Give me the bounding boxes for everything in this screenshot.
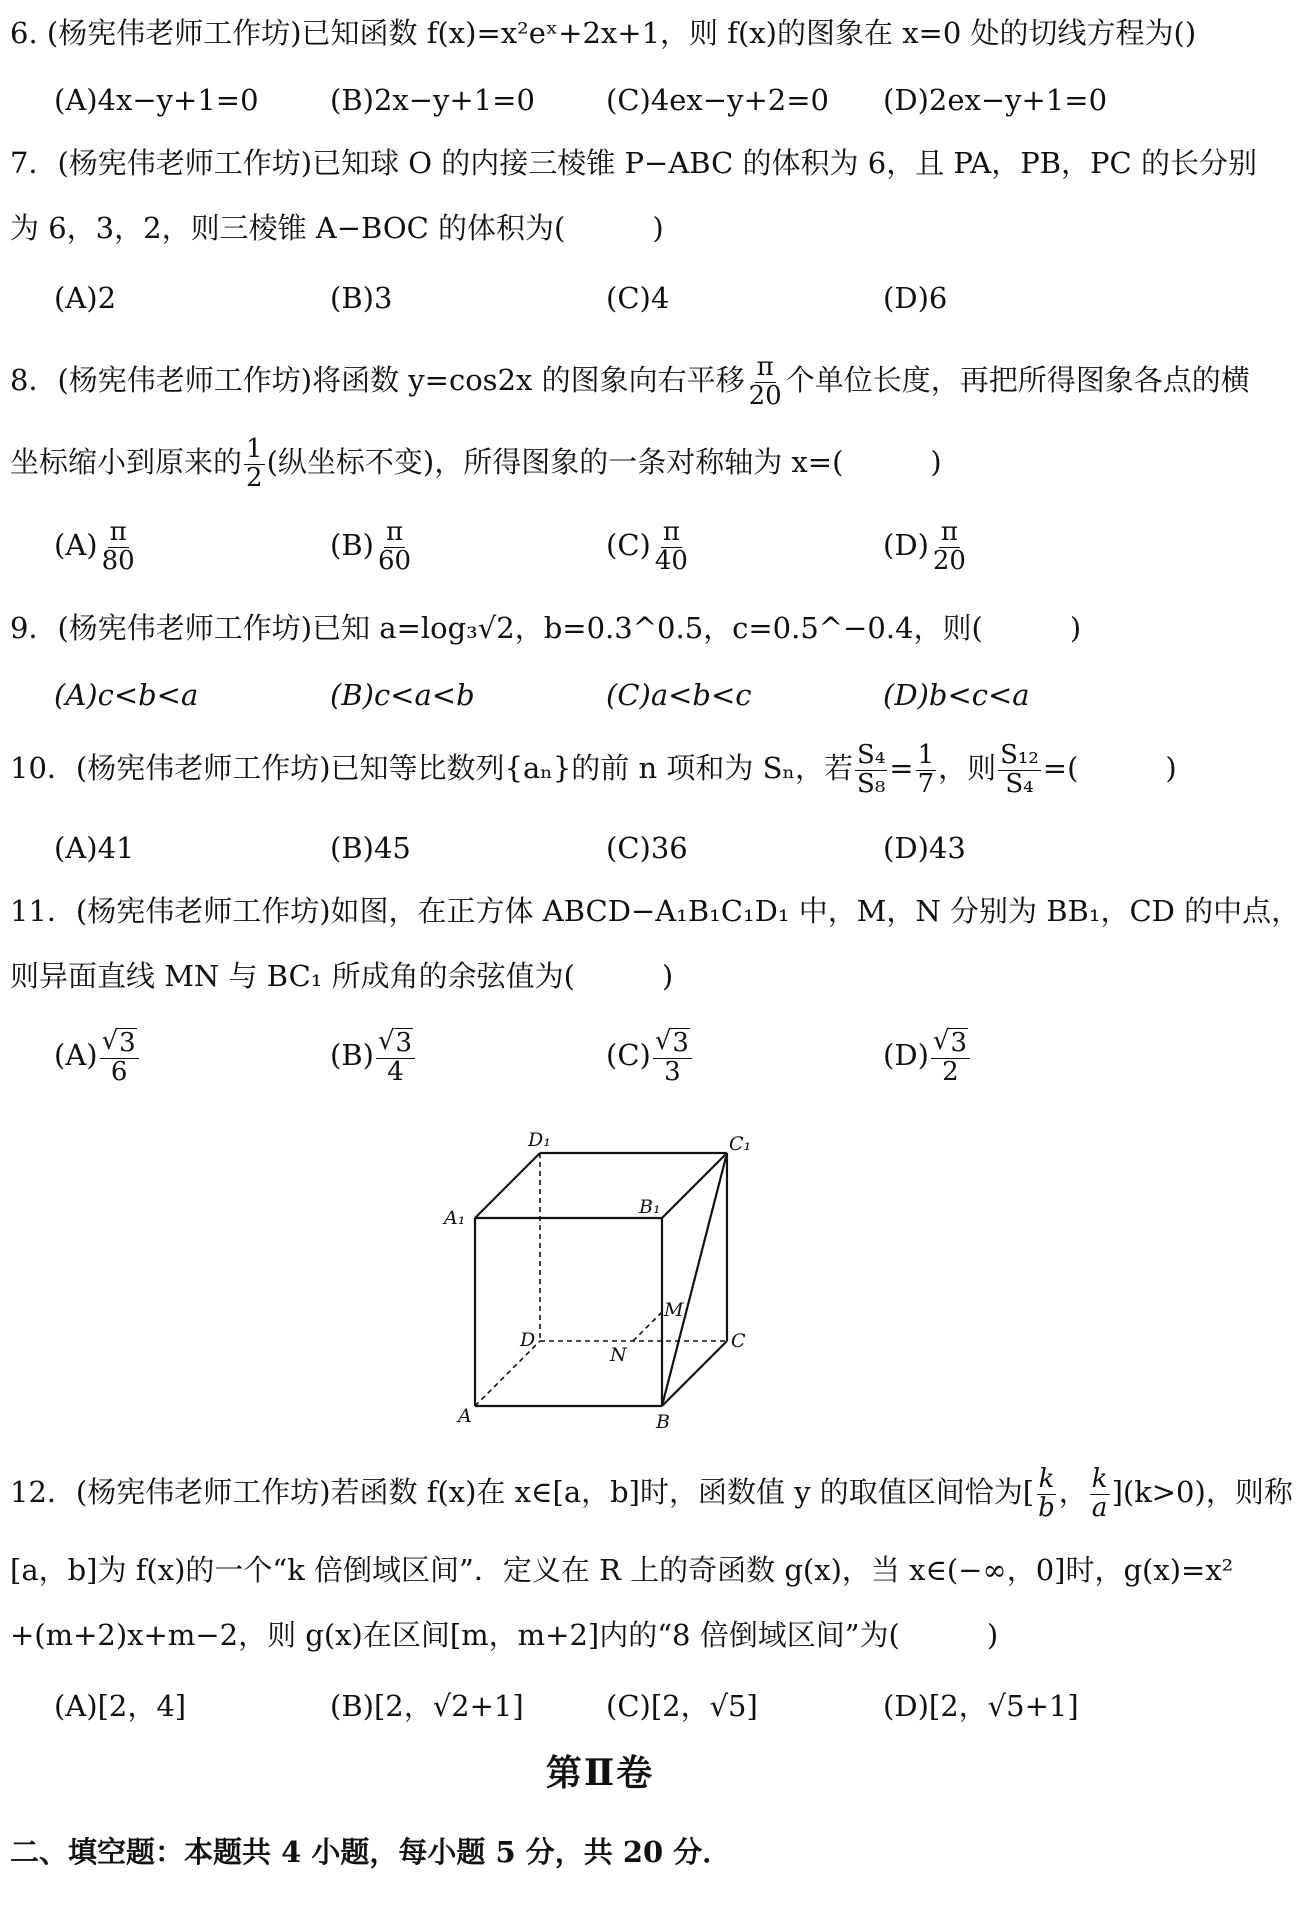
q12-lower-fraction [1036, 1466, 1057, 1522]
q9-option-a: (A)c<b<a [54, 678, 199, 712]
q8-option-b-fraction [376, 519, 413, 575]
question-7-line-1: 7．(杨宪伟老师工作坊)已知球 O 的内接三棱锥 P−ABC 的体积为 6，且 PA，PB，PC 的长分别 [10, 146, 1257, 180]
q8-option-c-fraction [653, 519, 690, 575]
q8-option-a-label: (A) [54, 528, 98, 562]
cube-figure [430, 1118, 770, 1438]
question-10-line [10, 738, 1186, 798]
question-7-options [0, 268, 1200, 328]
q11-option-d [883, 1025, 972, 1086]
label-d1: D₁ [528, 1129, 551, 1151]
q11-option-a [54, 1025, 141, 1086]
q11-option-b-fraction [376, 1028, 415, 1086]
q6-option-b: (B)2x−y+1=0 [330, 83, 535, 117]
label-a: A [458, 1405, 472, 1427]
q8-line2-post: (纵坐标不变)，所得图象的一条对称轴为 x=( ) [266, 445, 942, 479]
q9-option-b: (B)c<a<b [330, 678, 475, 712]
q8-option-d-num: π [940, 517, 958, 548]
q8-option-a-fraction [100, 519, 137, 575]
q8-line1-post: 个单位长度，再把所得图象各点的横 [785, 363, 1250, 397]
q8-option-c-label: (C) [606, 528, 651, 562]
question-12-line-1 [10, 1460, 1293, 1524]
question-10-options [0, 818, 1200, 878]
q11-option-d-radicand: 3 [950, 1028, 968, 1059]
q11-option-a-radicand: 3 [119, 1028, 136, 1059]
question-8-line-2 [10, 432, 1186, 492]
question-12-line-2: [a，b]为 f(x)的一个“k 倍倒域区间”．定义在 R 上的奇函数 g(x)，当 x∈(−∞，0]时，g(x)=x² [10, 1553, 1234, 1587]
q12-lower-num: k [1038, 1464, 1055, 1495]
q10-ratio-num: S₄ [857, 740, 886, 771]
question-12-line-3: +(m+2)x+m−2，则 g(x)在区间[m，m+2]内的“8 倍倒域区间”为( ) [10, 1618, 999, 1652]
q10-post: =( ) [1042, 751, 1177, 785]
q12-option-b: (B)[2，√2+1] [330, 1689, 524, 1723]
q10-option-a: (A)41 [54, 831, 135, 865]
q11-option-d-fraction [931, 1028, 970, 1086]
sqrt-sign: √ 3 [101, 1026, 136, 1059]
q10-target-fraction [998, 742, 1041, 798]
question-9-line: 9．(杨宪伟老师工作坊)已知 a=log₃√2，b=0.3^0.5，c=0.5^−0.4，则( ) [10, 611, 1082, 645]
q7-option-d: (D)6 [883, 281, 948, 315]
question-6-paren-close: ) [1184, 16, 1197, 50]
edge-b1-c1 [662, 1153, 727, 1218]
q8-option-c [606, 515, 692, 575]
q9-option-d: (D)b<c<a [883, 678, 1030, 712]
q12-line1-post: ](k>0)，则称 [1111, 1475, 1293, 1509]
section-heading: 二、填空题：本题共 4 小题，每小题 5 分，共 20 分． [10, 1835, 732, 1869]
q8-option-a [54, 515, 139, 575]
q10-equals: = [889, 751, 914, 785]
q12-line1-pre: 12．(杨宪伟老师工作坊)若函数 f(x)在 x∈[a，b]时，函数值 y 的取值区间恰为[ [10, 1475, 1035, 1509]
question-11-line-1: 11．(杨宪伟老师工作坊)如图，在正方体 ABCD−A₁B₁C₁D₁ 中，M，N 分别为 BB₁，CD 的中点， [10, 894, 1300, 928]
q10-value-num: 1 [917, 740, 935, 771]
question-8-options [0, 515, 1200, 575]
q12-upper-den: a [1091, 1492, 1108, 1523]
q6-option-c: (C)4ex−y+2=0 [606, 83, 829, 117]
label-n: N [610, 1344, 627, 1366]
q8-option-a-num: π [109, 517, 127, 548]
question-6-text: 6. (杨宪伟老师工作坊)已知函数 f(x)=x²eˣ+2x+1，则 f(x)的图象在 x=0 处的切线方程为( [10, 16, 1185, 50]
q8-scale-fraction [244, 436, 265, 492]
q11-option-c-radicand: 3 [672, 1028, 689, 1059]
q6-option-a: (A)4x−y+1=0 [54, 83, 259, 117]
q8-line2-pre: 坐标缩小到原来的 [10, 445, 243, 479]
label-c: C [731, 1330, 746, 1352]
q8-option-b-label: (B) [330, 528, 374, 562]
q11-option-b-den: 4 [387, 1056, 404, 1087]
q11-option-a-num [100, 1028, 139, 1059]
q12-upper-num: k [1091, 1464, 1108, 1495]
label-b: B [656, 1411, 670, 1433]
q8-option-d-fraction [931, 519, 968, 575]
segment-b-c1 [662, 1153, 727, 1406]
q11-option-a-label: (A) [54, 1038, 98, 1072]
q8-shift-num: π [756, 352, 774, 383]
q12-comma: ， [1058, 1475, 1088, 1509]
q11-option-a-den: 6 [110, 1056, 128, 1087]
q8-scale-num: 1 [246, 434, 263, 465]
q10-option-b: (B)45 [330, 831, 411, 865]
q11-option-b-radicand: 3 [395, 1028, 413, 1059]
q10-target-den: S₄ [1005, 768, 1034, 799]
q11-option-b-label: (B) [330, 1038, 374, 1072]
q10-option-d: (D)43 [883, 831, 966, 865]
question-11-options [0, 1025, 1200, 1095]
label-d: D [520, 1329, 536, 1351]
q8-option-d [883, 515, 970, 575]
label-c1: C₁ [729, 1133, 752, 1155]
segment-m-n [633, 1312, 662, 1341]
q7-option-c: (C)4 [606, 281, 670, 315]
q11-option-c-num [653, 1028, 692, 1059]
q10-ratio-fraction [855, 742, 887, 798]
q7-option-b: (B)3 [330, 281, 393, 315]
question-7-line-2: 为 6，3，2，则三棱锥 A−BOC 的体积为( ) [10, 211, 664, 245]
edge-b-c [662, 1341, 727, 1406]
question-12-options [0, 1676, 1200, 1736]
q8-option-b-num: π [385, 517, 404, 548]
part-title: 第Ⅱ卷 [545, 1752, 655, 1794]
label-b1: B₁ [639, 1196, 661, 1218]
sqrt-sign: √ 3 [654, 1026, 689, 1059]
question-8-line-1 [10, 350, 1250, 411]
q11-option-d-num [931, 1028, 970, 1059]
q11-option-a-fraction [100, 1028, 139, 1086]
q11-option-d-label: (D) [883, 1038, 929, 1072]
q11-option-c-den: 3 [664, 1056, 681, 1087]
q11-option-c-label: (C) [606, 1038, 651, 1072]
sqrt-sign: √ 3 [932, 1026, 968, 1059]
question-11-line-2: 则异面直线 MN 与 BC₁ 所成角的余弦值为( ) [10, 959, 674, 993]
q11-option-b [330, 1025, 417, 1086]
q10-mid: ，则 [938, 751, 997, 785]
edge-a1-d1 [475, 1153, 540, 1218]
q10-ratio-den: S₈ [857, 768, 886, 799]
q12-option-a: (A)[2，4] [54, 1689, 187, 1723]
q8-line1-pre: 8．(杨宪伟老师工作坊)将函数 y=cos2x 的图象向右平移 [10, 363, 745, 397]
q10-option-c: (C)36 [606, 831, 688, 865]
q7-option-a: (A)2 [54, 281, 117, 315]
q10-value-den: 7 [917, 768, 935, 799]
q8-option-d-den: 20 [932, 545, 966, 576]
q8-option-a-den: 80 [101, 545, 135, 576]
label-m: M [664, 1299, 684, 1321]
q8-option-c-num: π [662, 517, 680, 548]
q11-option-c-fraction [653, 1028, 692, 1086]
question-6-stem [10, 10, 1197, 56]
q8-scale-den: 2 [246, 462, 263, 493]
q12-option-c: (C)[2，√5] [606, 1689, 758, 1723]
q11-option-d-den: 2 [942, 1056, 959, 1087]
q6-option-d: (D)2ex−y+1=0 [883, 83, 1108, 117]
q10-value-fraction [916, 742, 937, 798]
q11-option-b-num [376, 1028, 415, 1059]
label-a1: A₁ [444, 1207, 466, 1229]
q9-option-c: (C)a<b<c [606, 678, 752, 712]
question-6-options [0, 70, 1200, 130]
q11-option-c [606, 1025, 694, 1086]
q10-pre: 10．(杨宪伟老师工作坊)已知等比数列{aₙ}的前 n 项和为 Sₙ，若 [10, 751, 854, 785]
q8-option-c-den: 40 [654, 545, 688, 576]
sqrt-sign: √ 3 [377, 1026, 413, 1059]
q12-lower-den: b [1038, 1492, 1055, 1523]
q12-option-d: (D)[2，√5+1] [883, 1689, 1079, 1723]
q10-target-num: S₁₂ [1000, 740, 1039, 771]
q8-option-d-label: (D) [883, 528, 929, 562]
q8-shift-den: 20 [748, 380, 782, 411]
q12-upper-fraction [1090, 1466, 1110, 1522]
q8-option-b-den: 60 [377, 545, 412, 576]
q8-shift-fraction [747, 354, 784, 410]
q8-option-b [330, 515, 415, 575]
question-9-options [0, 665, 1200, 725]
